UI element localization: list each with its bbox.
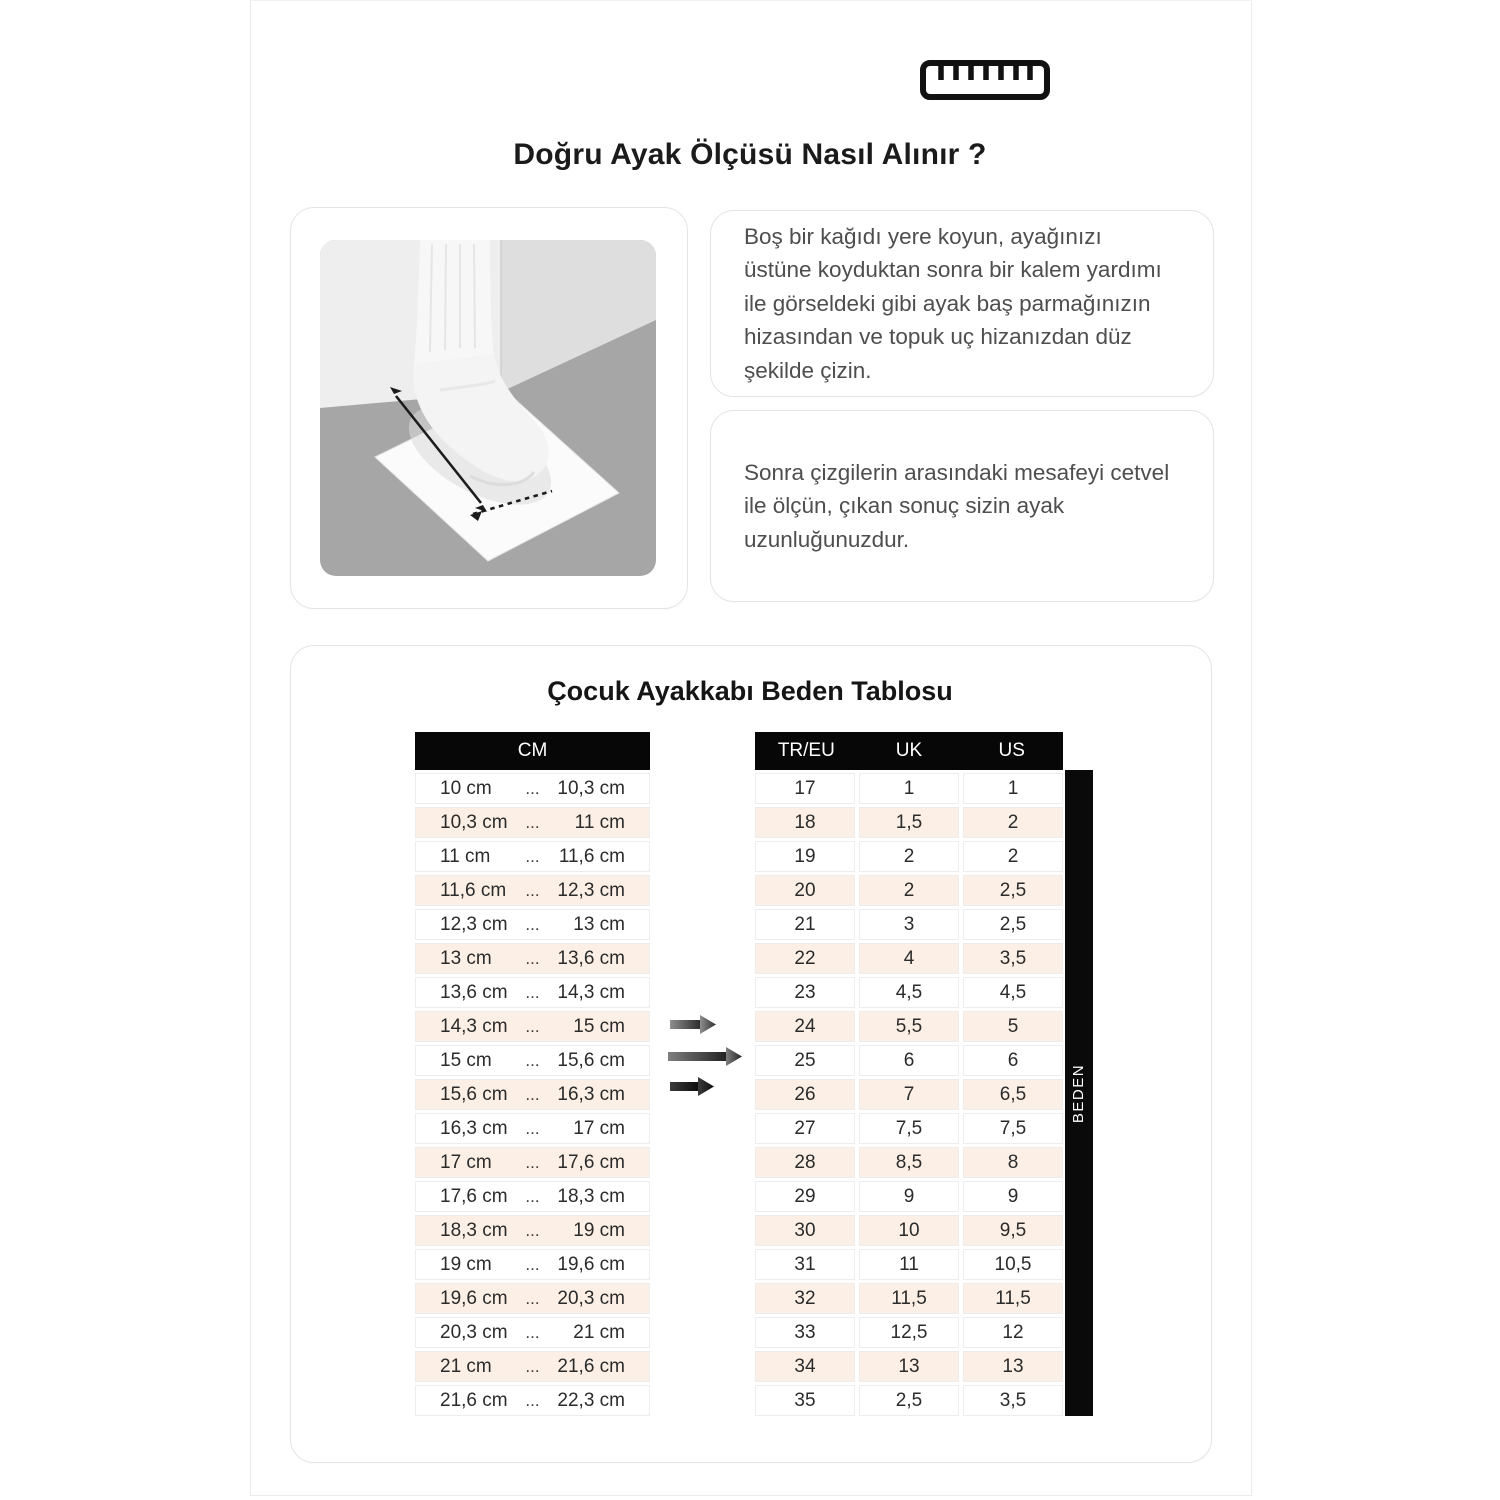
table-row [415, 977, 650, 1008]
size-cell: 2,5 [963, 909, 1063, 940]
size-cell: 25 [755, 1045, 855, 1076]
table-row [755, 1351, 1063, 1382]
size-cell: 1,5 [859, 807, 959, 838]
table-row [755, 841, 1063, 872]
table-row [755, 807, 1063, 838]
table-row [755, 909, 1063, 940]
size-cell: 2 [859, 875, 959, 906]
size-cell: 4 [859, 943, 959, 974]
size-cell: 10,5 [963, 1249, 1063, 1280]
cm-table-rows [415, 773, 650, 1419]
table-row [415, 807, 650, 838]
beden-label: BEDEN [1070, 1063, 1088, 1123]
size-cell: 7,5 [859, 1113, 959, 1144]
size-cell: 12 [963, 1317, 1063, 1348]
cm-separator: ... [525, 982, 540, 1002]
cm-to: 14,3 cm [557, 981, 625, 1003]
size-cell: 13 [859, 1351, 959, 1382]
table-row [755, 1011, 1063, 1042]
size-table-title: Çocuk Ayakkabı Beden Tablosu [547, 676, 953, 706]
size-cell: 13 [963, 1351, 1063, 1382]
table-row [415, 1113, 650, 1144]
size-cell: 17 [755, 773, 855, 804]
foot-measurement-photo [320, 240, 656, 576]
size-cell: 35 [755, 1385, 855, 1416]
cm-to: 10,3 cm [557, 777, 625, 799]
size-cell: 7 [859, 1079, 959, 1110]
cm-from: 18,3 cm [440, 1219, 508, 1241]
table-row [755, 1113, 1063, 1144]
cm-separator: ... [525, 1050, 540, 1070]
table-row [755, 1147, 1063, 1178]
cm-to: 18,3 cm [557, 1185, 625, 1207]
size-cell: 9,5 [963, 1215, 1063, 1246]
table-row [755, 1181, 1063, 1212]
size-cell: 2 [859, 841, 959, 872]
table-row [415, 1317, 650, 1348]
cm-from: 19,6 cm [440, 1287, 508, 1309]
table-row [415, 1249, 650, 1280]
cm-from: 19 cm [440, 1253, 492, 1275]
size-table-header [755, 732, 1063, 770]
cm-from: 16,3 cm [440, 1117, 508, 1139]
cm-separator: ... [525, 1288, 540, 1308]
size-cell: 33 [755, 1317, 855, 1348]
table-row [755, 977, 1063, 1008]
cm-from: 11 cm [440, 845, 491, 867]
size-cell: 3,5 [963, 943, 1063, 974]
size-cell: 3,5 [963, 1385, 1063, 1416]
size-cell: 5 [963, 1011, 1063, 1042]
instruction-card-2 [710, 410, 1214, 602]
size-cell: 8 [963, 1147, 1063, 1178]
cm-from: 10 cm [440, 777, 492, 799]
size-cell: 2 [963, 841, 1063, 872]
photo-sock-leg [414, 240, 494, 366]
cm-from: 10,3 cm [440, 811, 508, 833]
cm-separator: ... [525, 1254, 540, 1274]
table-row [755, 1283, 1063, 1314]
size-col-us: US [998, 740, 1025, 761]
size-cell: 19 [755, 841, 855, 872]
cm-from: 15,6 cm [440, 1083, 508, 1105]
cm-from: 12,3 cm [440, 913, 508, 935]
table-row [415, 1385, 650, 1416]
size-cell: 10 [859, 1215, 959, 1246]
cm-separator: ... [525, 1186, 540, 1206]
table-row [415, 875, 650, 906]
size-cell: 4,5 [963, 977, 1063, 1008]
cm-separator: ... [525, 914, 540, 934]
beden-bar [1065, 770, 1093, 1416]
table-row [755, 1249, 1063, 1280]
cm-from: 17 cm [440, 1151, 492, 1173]
table-row [755, 773, 1063, 804]
cm-to: 17 cm [573, 1117, 625, 1139]
cm-to: 13 cm [573, 913, 625, 935]
cm-separator: ... [525, 812, 540, 832]
size-cell: 22 [755, 943, 855, 974]
size-cell: 30 [755, 1215, 855, 1246]
size-cell: 26 [755, 1079, 855, 1110]
table-row [415, 773, 650, 804]
cm-from: 20,3 cm [440, 1321, 508, 1343]
size-cell: 1 [963, 773, 1063, 804]
table-row [415, 1011, 650, 1042]
size-cell: 6 [859, 1045, 959, 1076]
size-cell: 11,5 [963, 1283, 1063, 1314]
ruler-icon [919, 59, 1051, 101]
size-col-treu: TR/EU [777, 740, 835, 761]
cm-to: 15,6 cm [557, 1049, 625, 1071]
size-cell: 2 [963, 807, 1063, 838]
size-cell: 18 [755, 807, 855, 838]
cm-separator: ... [525, 1118, 540, 1138]
cm-from: 13 cm [440, 947, 492, 969]
size-cell: 7,5 [963, 1113, 1063, 1144]
table-row [755, 1079, 1063, 1110]
size-col-uk: UK [895, 740, 923, 761]
size-cell: 20 [755, 875, 855, 906]
instruction-text-1: Boş bir kağıdı yere koyun, ayağınızı üstüne koyduktan sonra bir kalem yardımı ile görseldeki gibi ayak baş parmağınızın hizasından ve topuk uç hizanızdan düz şekilde çizin. [744, 223, 1162, 383]
table-row [415, 1181, 650, 1212]
size-cell: 6 [963, 1045, 1063, 1076]
cm-to: 16,3 cm [557, 1083, 625, 1105]
size-cell: 4,5 [859, 977, 959, 1008]
cm-to: 21,6 cm [557, 1355, 625, 1377]
cm-to: 17,6 cm [557, 1151, 625, 1173]
instruction-text-2: Sonra çizgilerin arasındaki mesafeyi cetvel ile ölçün, çıkan sonuç sizin ayak uzunluğunuzdur. [744, 459, 1170, 552]
size-cell: 11 [859, 1249, 959, 1280]
cm-to: 22,3 cm [557, 1389, 625, 1411]
cm-separator: ... [525, 1322, 540, 1342]
cm-to: 13,6 cm [557, 947, 625, 969]
cm-table-header: CM [415, 732, 650, 770]
table-row [415, 1283, 650, 1314]
table-row [755, 875, 1063, 906]
conversion-arrows-icon [664, 1010, 752, 1098]
instruction-card-1 [710, 210, 1214, 397]
size-cell: 24 [755, 1011, 855, 1042]
size-cell: 2,5 [859, 1385, 959, 1416]
size-cell: 21 [755, 909, 855, 940]
table-row [755, 1045, 1063, 1076]
cm-from: 15 cm [440, 1049, 492, 1071]
cm-separator: ... [525, 846, 540, 866]
cm-to: 11 cm [574, 811, 625, 833]
cm-to: 15 cm [573, 1015, 625, 1037]
cm-separator: ... [525, 1356, 540, 1376]
size-cell: 11,5 [859, 1283, 959, 1314]
size-table-rows [755, 773, 1063, 1419]
cm-from: 14,3 cm [440, 1015, 508, 1037]
table-row [415, 1147, 650, 1178]
page-title: Doğru Ayak Ölçüsü Nasıl Alınır ? [513, 138, 987, 171]
cm-separator: ... [525, 1152, 540, 1172]
size-cell: 9 [859, 1181, 959, 1212]
size-cell: 29 [755, 1181, 855, 1212]
size-cell: 3 [859, 909, 959, 940]
cm-separator: ... [525, 1220, 540, 1240]
cm-to: 12,3 cm [557, 879, 625, 901]
table-row [755, 1317, 1063, 1348]
cm-separator: ... [525, 1016, 540, 1036]
cm-from: 21 cm [440, 1355, 492, 1377]
size-cell: 5,5 [859, 1011, 959, 1042]
cm-to: 19,6 cm [557, 1253, 625, 1275]
size-cell: 27 [755, 1113, 855, 1144]
cm-to: 20,3 cm [557, 1287, 625, 1309]
cm-from: 21,6 cm [440, 1389, 508, 1411]
size-cell: 6,5 [963, 1079, 1063, 1110]
size-cell: 31 [755, 1249, 855, 1280]
table-row [415, 1045, 650, 1076]
table-row [755, 943, 1063, 974]
size-cell: 23 [755, 977, 855, 1008]
table-row [415, 1351, 650, 1382]
cm-to: 21 cm [573, 1321, 625, 1343]
cm-to: 19 cm [573, 1219, 625, 1241]
cm-separator: ... [525, 1390, 540, 1410]
cm-separator: ... [525, 948, 540, 968]
table-row [755, 1215, 1063, 1246]
size-cell: 12,5 [859, 1317, 959, 1348]
cm-separator: ... [525, 880, 540, 900]
table-row [415, 1079, 650, 1110]
cm-from: 13,6 cm [440, 981, 508, 1003]
cm-to: 11,6 cm [558, 845, 625, 867]
size-cell: 1 [859, 773, 959, 804]
foot-photo-card [290, 207, 688, 609]
cm-from: 17,6 cm [440, 1185, 508, 1207]
table-row [415, 841, 650, 872]
size-cell: 8,5 [859, 1147, 959, 1178]
cm-from: 11,6 cm [440, 879, 507, 901]
size-cell: 32 [755, 1283, 855, 1314]
size-cell: 2,5 [963, 875, 1063, 906]
table-row [415, 909, 650, 940]
size-cell: 9 [963, 1181, 1063, 1212]
size-cell: 28 [755, 1147, 855, 1178]
cm-separator: ... [525, 1084, 540, 1104]
table-row [415, 943, 650, 974]
size-cell: 34 [755, 1351, 855, 1382]
table-row [415, 1215, 650, 1246]
cm-separator: ... [525, 778, 540, 798]
table-row [755, 1385, 1063, 1416]
